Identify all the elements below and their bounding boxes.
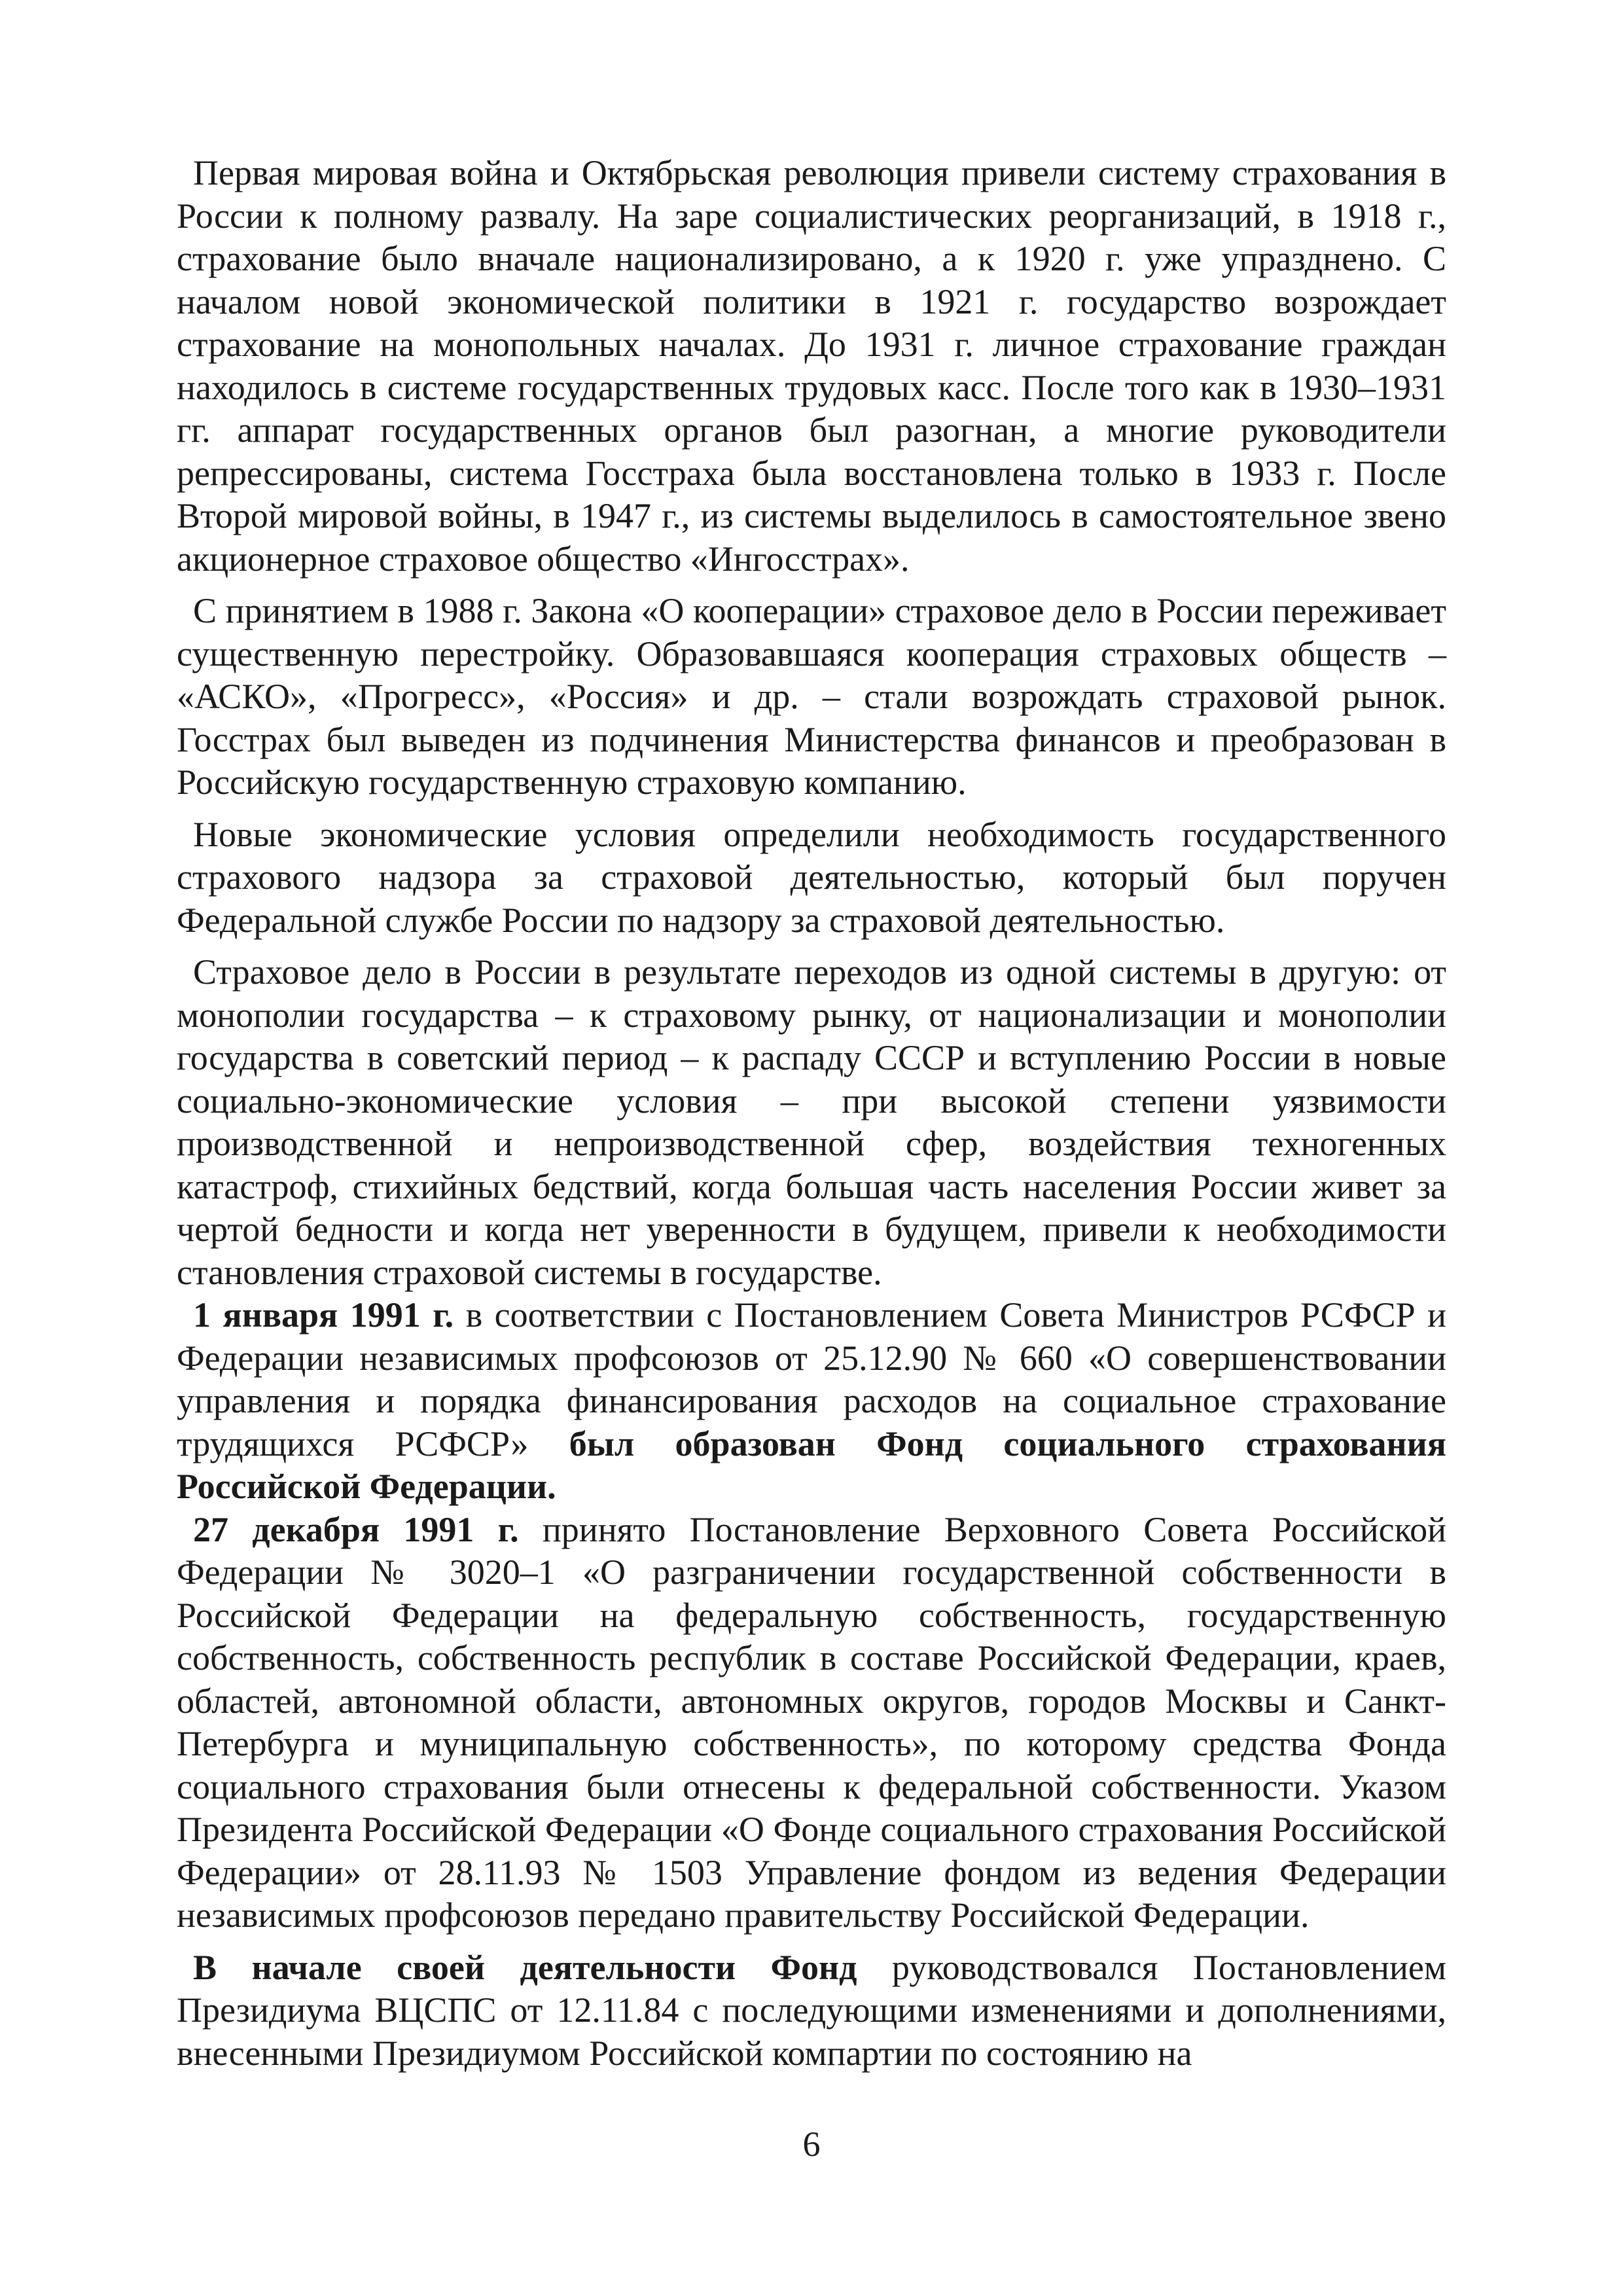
page-number: 6	[802, 2125, 821, 2164]
paragraph-text: Страховое дело в России в результате переходов из одной системы в другую: от монополии государства – к страховому рынку, от национализации и монополии государства в советский период – к распаду СССР и вступлению России в новые социально-экономические условия – при высокой степени уязвимости производственной и непроизводственной сфер, воздействия техногенных катастроф, стихийных бедствий, когда большая часть населения России живет за чертой бедности и когда нет уверенности в будущем, привели к необходимости становления страховой системы в государстве.	[177, 952, 1446, 1292]
lead-bold: В начале своей деятельности Фонд	[193, 1947, 857, 1987]
paragraph-insurance-collapse	[177, 152, 1446, 581]
paragraph-fund-beginning	[177, 1946, 1446, 2075]
paragraph-fund-founded	[177, 1294, 1446, 1509]
paragraph-property-division	[177, 1509, 1446, 1937]
paragraph-text: С принятием в 1988 г. Закона «О кооперации» страховое дело в России переживает существенную перестройку. Образовавшаяся кооперация страховых обществ – «АСКО», «Прогресс», «Россия» и др. – стали возрождать страховой рынок. Госстрах был выведен из подчинения Министерства финансов и преобразован в Российскую государственную страховую компанию.	[177, 591, 1446, 802]
paragraph-text: Первая мировая война и Октябрьская революция привели систему страхования в России к полному развалу. На заре социалистических реорганизаций, в 1918 г., страхование было вначале национализировано, а к 1920 г. уже упразднено. С началом новой экономической политики в 1921 г. государство возрождает страхование на монопольных началах. До 1931 г. личное страхование граждан находилось в системе государственных трудовых касс. После того как в 1930–1931 гг. аппарат государственных органов был разогнан, а многие руководители репрессированы, система Госстраха была восстановлена только в 1933 г. После Второй мировой войны, в 1947 г., из системы выделилось в самостоятельное звено акционерное страховое общество «Ингосстрах».	[177, 153, 1446, 579]
paragraph-text: в соответствии с Постановлением Совета Министров РСФСР и Федерации независимых профсоюзов от 25.12.90 № 660 «О совершенствовании управления и порядка финансирования расходов на социальное страхование трудящихся РСФСР»	[177, 1295, 1446, 1463]
paragraph-text: принято Постановление Верховного Совета Российской Федерации № 3020–1 «О разграничении государственной собственности в Российской Федерации на федеральную собственность, государственную собственность, собственность республик в составе Российской Федерации, краев, областей, автономной области, автономных округов, городов Москвы и Санкт-Петербурга и муниципальную собственность», по которому средства Фонда социального страхования были отнесены к федеральной собственности. Указом Президента Российской Федерации «О Фонде социального страхования Российской Федерации» от 28.11.93 № 1503 Управление фондом из ведения Федерации независимых профсоюзов передано правительству Российской Федерации.	[177, 1509, 1446, 1935]
date-bold: 27 декабря 1991 г.	[193, 1509, 519, 1549]
paragraph-text: Новые экономические условия определили необходимость государственного страхового надзора за страховой деятельностью, который был поручен Федеральной службе России по надзору за страховой деятельностью.	[177, 814, 1446, 940]
paragraph-text: руководствовался Постановлением Президиума ВЦСПС от 12.11.84 с последующими изменениями и дополнениями, внесенными Президиумом Российской компартии по состоянию на	[177, 1947, 1446, 2073]
paragraph-cooperation-law	[177, 590, 1446, 804]
fund-founded-bold: был образован Фонд социального страхования Российской Федерации.	[177, 1424, 1447, 1506]
date-bold: 1 января 1991 г.	[193, 1295, 454, 1335]
body-text	[177, 152, 1446, 2075]
paragraph-transition	[177, 951, 1446, 1294]
paragraph-state-supervision	[177, 814, 1446, 942]
